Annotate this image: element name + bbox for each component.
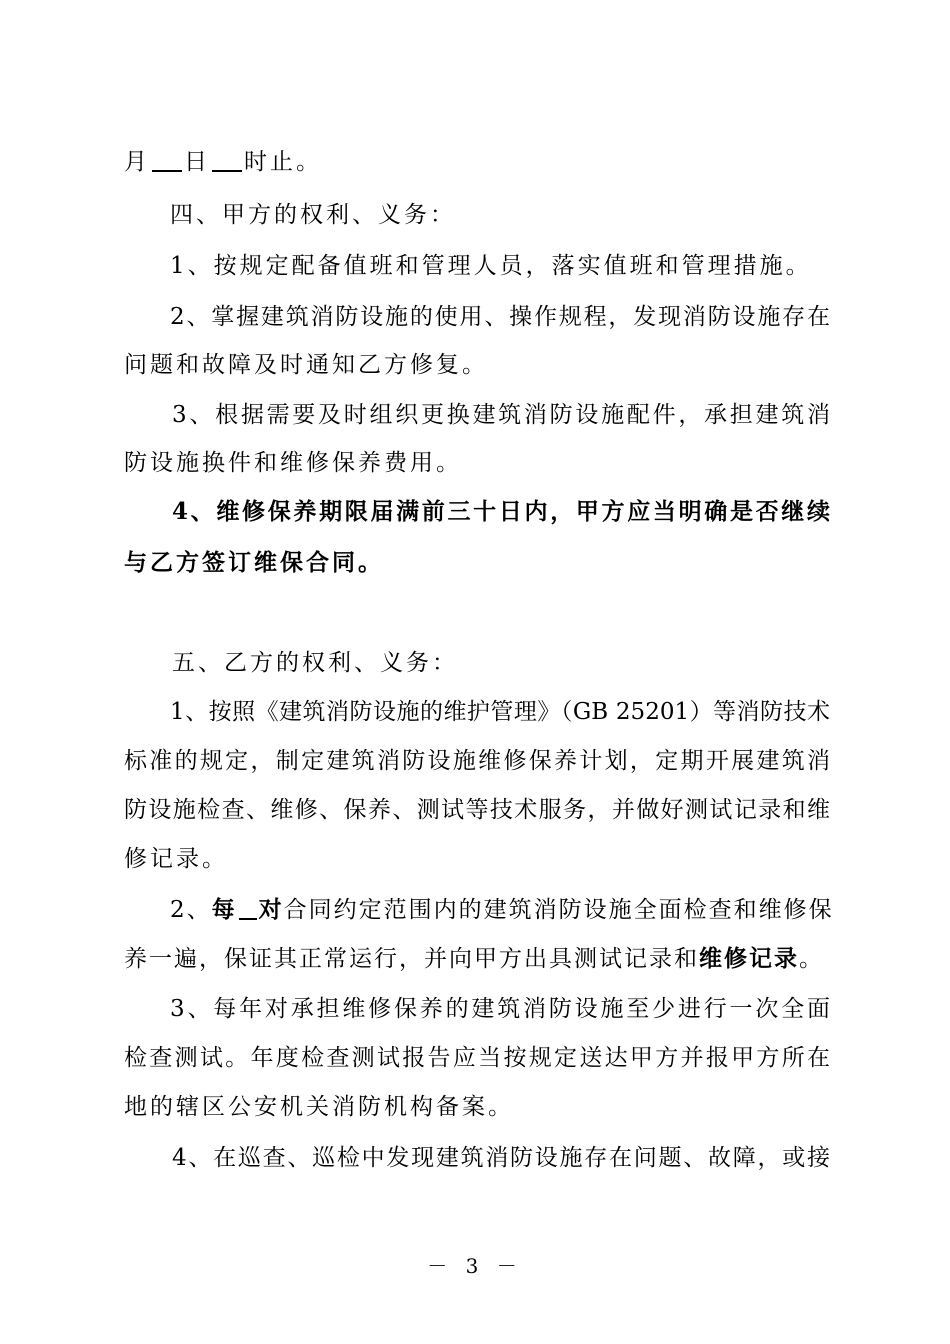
clause-5-3-line3: 地的辖区公安机关消防机构备案。 <box>124 1094 514 1120</box>
section-5-heading: 五、乙方的权利、义务： <box>172 650 458 676</box>
clause-4-4-line1: 4、维修保养期限届满前三十日内，甲方应当明确是否继续 <box>172 498 830 525</box>
clause-5-3-line2: 检查测试。年度检查测试报告应当按规定送达甲方并报甲方所在 <box>124 1045 830 1071</box>
clause-5-2-text: 合同约定范围内的建筑消防设施全面检查和维修保 <box>283 897 834 923</box>
page-number: － 3 － <box>427 1254 523 1278</box>
clause-4-1: 1、按规定配备值班和管理人员，落实值班和管理措施。 <box>170 253 812 279</box>
text-hour: 时止。 <box>244 149 322 175</box>
blank-frequency <box>239 896 257 920</box>
clause-4-3-line2: 防设施换件和维修保养费用。 <box>124 450 462 476</box>
clause-5-2-line1 <box>170 895 834 925</box>
clause-4-2-line2: 问题和故障及时通知乙方修复。 <box>124 352 488 378</box>
section-4-heading: 四、甲方的权利、义务： <box>170 202 456 228</box>
date-end-line <box>124 147 830 177</box>
clause-5-2-bold-repair-record: 维修记录 <box>699 945 799 972</box>
clause-5-4-line1: 4、在巡查、巡检中发现建筑消防设施存在问题、故障，或接 <box>172 1145 830 1171</box>
clause-4-2-line1: 2、掌握建筑消防设施的使用、操作规程，发现消防设施存在 <box>170 304 830 330</box>
clause-5-2-bold-to: 对 <box>258 896 284 923</box>
text-day: 日 <box>184 149 210 175</box>
clause-5-1-line1: 1、按照《建筑消防设施的维护管理》（GB 25201）等消防技术 <box>170 699 830 725</box>
clause-4-4-line2: 与乙方签订维保合同。 <box>124 549 384 576</box>
text-month: 月 <box>124 149 150 175</box>
clause-5-3-line1: 3、每年对承担维修保养的建筑消防设施至少进行一次全面 <box>170 996 830 1022</box>
clause-5-2-bold-every: 每 <box>211 896 237 923</box>
clause-5-2-line2 <box>124 944 830 974</box>
clause-5-1-line4: 修记录。 <box>124 846 228 872</box>
blank-day <box>152 148 182 172</box>
clause-4-3-line1: 3、根据需要及时组织更换建筑消防设施配件，承担建筑消 <box>172 402 830 428</box>
clause-5-2-period: 。 <box>799 946 824 972</box>
clause-5-2-number: 2、 <box>170 897 212 923</box>
blank-hour <box>212 148 242 172</box>
clause-5-1-line3: 防设施检查、维修、保养、测试等技术服务，并做好测试记录和维 <box>124 797 830 823</box>
clause-5-1-line2: 标准的规定，制定建筑消防设施维修保养计划，定期开展建筑消 <box>124 748 830 774</box>
clause-5-2-text2: 养一遍，保证其正常运行，并向甲方出具测试记录和 <box>124 946 699 972</box>
